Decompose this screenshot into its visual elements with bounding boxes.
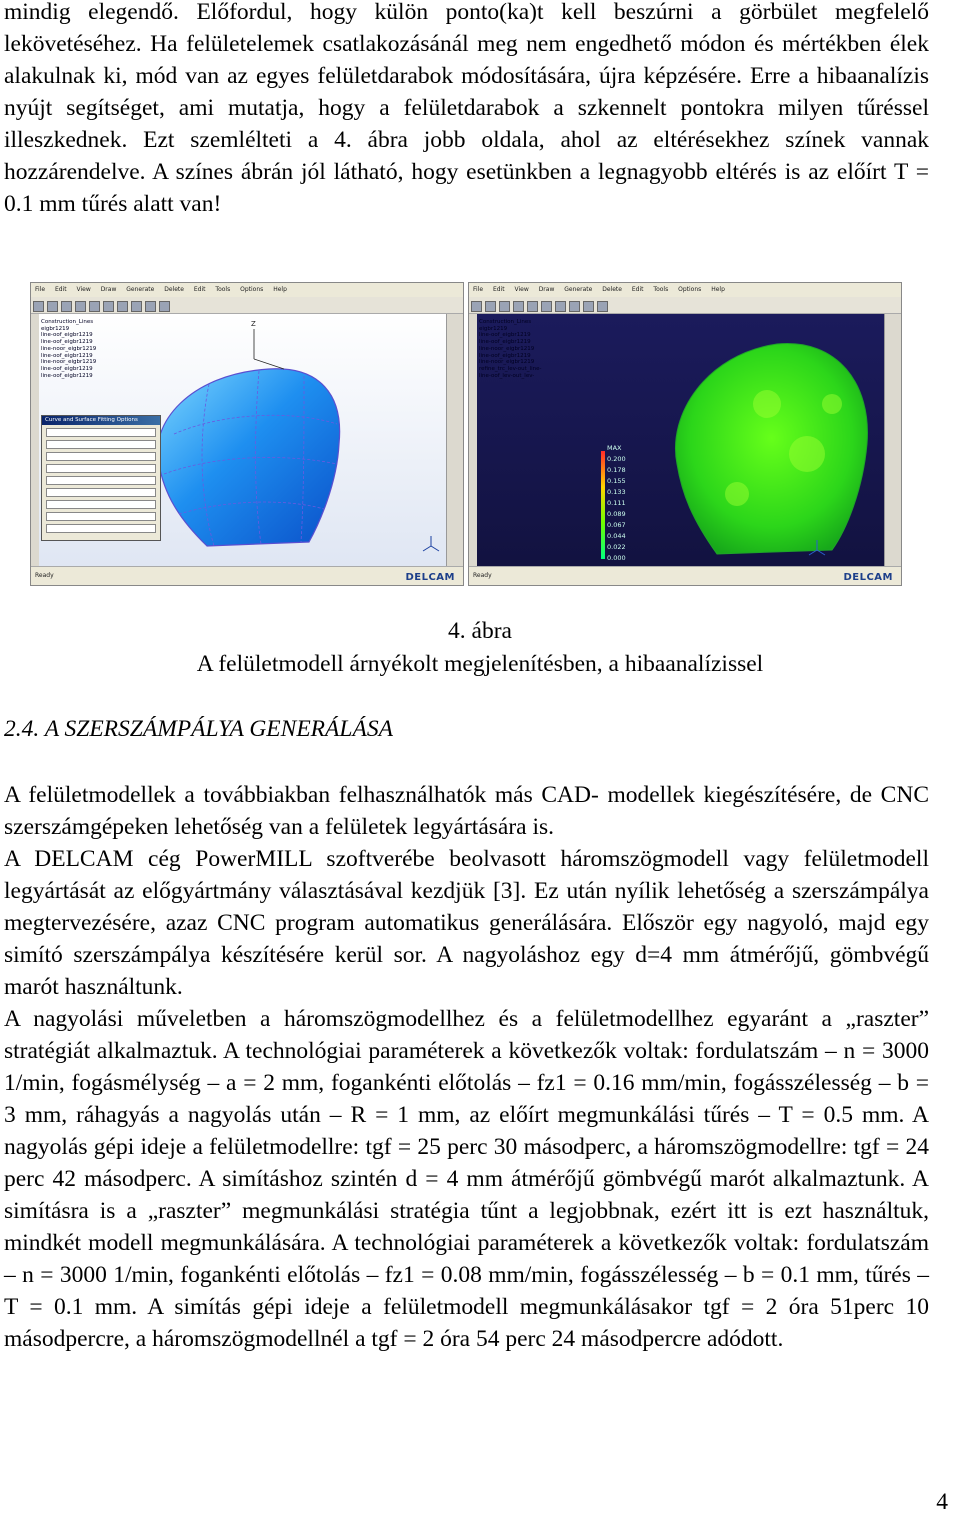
toolbar bbox=[31, 297, 463, 314]
menu-edit[interactable]: Edit bbox=[54, 286, 67, 293]
tree-item[interactable]: line-noor_eigbr1219 bbox=[41, 345, 97, 352]
section-heading: 2.4. A SZERSZÁMPÁLYA GENERÁLÁSA bbox=[4, 716, 393, 742]
left-screenshot bbox=[30, 282, 464, 586]
menu-options[interactable]: Options bbox=[240, 286, 264, 293]
tree-item[interactable]: line-oof_eigbr1219 bbox=[41, 332, 93, 339]
dialog-field[interactable] bbox=[46, 488, 156, 497]
undo-icon[interactable] bbox=[569, 301, 580, 312]
menu-draw[interactable]: Draw bbox=[538, 286, 555, 293]
print-icon[interactable] bbox=[75, 301, 86, 312]
tree-item[interactable]: line-oof_lev-out_lev- bbox=[479, 372, 535, 379]
undo-icon[interactable] bbox=[131, 301, 142, 312]
paste-icon[interactable] bbox=[555, 301, 566, 312]
copy-icon[interactable] bbox=[541, 301, 552, 312]
dialog-field[interactable] bbox=[46, 512, 156, 521]
tree-item[interactable]: line-oof_eigbr1219 bbox=[41, 352, 93, 359]
fitting-options-dialog bbox=[41, 415, 161, 541]
paste-icon[interactable] bbox=[117, 301, 128, 312]
menu-generate[interactable]: Generate bbox=[564, 286, 593, 293]
menu-edit[interactable]: Edit bbox=[492, 286, 505, 293]
tree-item[interactable]: line-oof_eigbr1219 bbox=[479, 332, 531, 339]
save-icon[interactable] bbox=[499, 301, 510, 312]
error-color-legend bbox=[607, 443, 627, 564]
status-text: Ready bbox=[35, 572, 54, 579]
legend-label: 0.155 bbox=[607, 477, 626, 485]
tree-item[interactable]: eigbr1219 bbox=[479, 325, 508, 332]
legend-color-bar bbox=[601, 451, 605, 559]
tree-item[interactable]: line-noor_eigbr1219 bbox=[41, 359, 97, 366]
legend-label: 0.133 bbox=[607, 488, 626, 496]
menu-edit2[interactable]: Edit bbox=[631, 286, 644, 293]
model-tree bbox=[479, 319, 583, 379]
dialog-field[interactable] bbox=[46, 428, 156, 437]
cut-icon[interactable] bbox=[527, 301, 538, 312]
menu-generate[interactable]: Generate bbox=[126, 286, 155, 293]
model-tree bbox=[41, 319, 145, 379]
status-bar bbox=[31, 566, 463, 585]
legend-label: 0.067 bbox=[607, 521, 626, 529]
paragraph: A DELCAM cég PowerMILL szoftverébe beolvasott háromszögmodell vagy felületmodell legyártását az előgyártmány választásával kezdjük [3]. Ez után nyílik lehetőség a szerszámpálya megtervezésére, azaz CNC program automatikus generálására. Először egy nagyoló, majd egy simító szerszámpálya készítésére kerül sor. A nagyoláshoz egy d=4 mm átmérőjű, gömbvégű marót használtunk. bbox=[4, 846, 929, 1000]
tree-item[interactable]: line-oof_eigbr1219 bbox=[41, 339, 93, 346]
legend-label: 0.089 bbox=[607, 510, 626, 518]
delcam-logo: DELCAM bbox=[843, 572, 893, 583]
legend-label: 0.200 bbox=[607, 455, 626, 463]
menu-tools[interactable]: Tools bbox=[653, 286, 669, 293]
dialog-title: Curve and Surface Fitting Options bbox=[42, 416, 160, 425]
right-tool-strip[interactable] bbox=[884, 314, 901, 567]
tree-item[interactable]: line-oof_eigbr1219 bbox=[41, 372, 93, 379]
right-screenshot bbox=[468, 282, 902, 586]
dialog-field[interactable] bbox=[46, 440, 156, 449]
svg-text:Z: Z bbox=[251, 320, 256, 328]
tree-item[interactable]: Construction_Lines bbox=[479, 319, 532, 325]
figure-4 bbox=[30, 282, 902, 586]
menu-help[interactable]: Help bbox=[273, 286, 287, 293]
legend-label: MAX bbox=[607, 444, 622, 452]
tree-item[interactable]: line-oof_eigbr1219 bbox=[479, 352, 531, 359]
rotate-icon[interactable] bbox=[159, 301, 170, 312]
menu-delete[interactable]: Delete bbox=[164, 286, 184, 293]
save-icon[interactable] bbox=[61, 301, 72, 312]
status-bar bbox=[469, 566, 901, 585]
menu-file[interactable]: File bbox=[35, 286, 46, 293]
cut-icon[interactable] bbox=[89, 301, 100, 312]
right-tool-strip[interactable] bbox=[446, 314, 463, 567]
new-icon[interactable] bbox=[33, 301, 44, 312]
tree-item[interactable]: line-noor_eigbr1219 bbox=[479, 345, 535, 352]
dialog-field[interactable] bbox=[46, 476, 156, 485]
delcam-logo: DELCAM bbox=[405, 572, 455, 583]
new-icon[interactable] bbox=[471, 301, 482, 312]
body-text bbox=[4, 779, 929, 1355]
zoom-icon[interactable] bbox=[583, 301, 594, 312]
menu-bar bbox=[469, 283, 901, 297]
intro-paragraph bbox=[4, 0, 929, 220]
intro-text: mindig elegendő. Előfordul, hogy külön ponto(ka)t kell beszúrni a görbület megfelelő lekövetéséhez. Ha felületelemek csatlakozásánál meg nem engedhető módon és mértékben élek alakulnak ki, mód van az egyes felületdarabok módosítására, újra képzésére. Erre a hibaanalízis nyújt segítséget, ami mutatja, hogy a felületdarabok a szkennelt pontokra milyen tűréssel illeszkednek. Ezt szemlélteti a 4. ábra jobb oldala, ahol az eltérésekhez színek vannak hozzárendelve. A színes ábrán jól látható, hogy esetünkben a legnagyobb eltérés is az előírt T = 0.1 mm tűrés alatt van! bbox=[4, 0, 929, 217]
menu-help[interactable]: Help bbox=[711, 286, 725, 293]
menu-view[interactable]: View bbox=[514, 286, 529, 293]
paragraph: A nagyolási műveletben a háromszögmodellhez és a felületmodellhez egyaránt a „raszter” stratégiát alkalmaztuk. A technológiai paraméterek a következők voltak: fordulatszám – n = 3000 1/min, fogásmélység – a = 2 mm, fogankénti előtolás – fz1 = 0.16 mm/min, fogásszélesség – b = 3 mm, ráhagyás a nagyolás után – R = 1 mm, az előírt megmunkálási tűrés – T = 0.5 mm. A nagyolás gépi ideje a felületmodellre: tgf = 25 perc 30 másodperc, a háromszögmodellre: tgf = 24 perc 42 másodperc. A simításhoz szintén d = 4 mm átmérőjű gömbvégű marót alkalmaztunk. A simításra is a „raszter” megmunkálási stratégia tűnt a legjobbnak, ezért itt is ezt használtuk, mindkét modell megmunkálására. A technológiai paraméterek a következők voltak: fordulatszám – n = 3000 1/min, fogankénti előtolás – fz1 = 0.08 mm/min, fogásszélesség – b = 0.1 mm, tűrés – T = 0.1 mm. A simítás gépi ideje a felületmodell megmunkálásakor tgf = 2 óra 51perc 10 másodpercre, a háromszögmodellnél a tgf = 2 óra 54 perc 24 másodpercre adódott. bbox=[4, 1006, 929, 1352]
zoom-icon[interactable] bbox=[145, 301, 156, 312]
copy-icon[interactable] bbox=[103, 301, 114, 312]
tree-item[interactable]: line-oof_eigbr1219 bbox=[41, 365, 93, 372]
print-icon[interactable] bbox=[513, 301, 524, 312]
dialog-field[interactable] bbox=[46, 464, 156, 473]
status-text: Ready bbox=[473, 572, 492, 579]
menu-edit2[interactable]: Edit bbox=[193, 286, 206, 293]
menu-options[interactable]: Options bbox=[678, 286, 702, 293]
page-number: 4 bbox=[936, 1489, 948, 1515]
open-icon[interactable] bbox=[47, 301, 58, 312]
dialog-field[interactable] bbox=[46, 524, 156, 533]
menu-draw[interactable]: Draw bbox=[100, 286, 117, 293]
figure-caption: A felületmodell árnyékolt megjelenítésben, a hibaanalízissel bbox=[196, 651, 764, 677]
open-icon[interactable] bbox=[485, 301, 496, 312]
tree-item[interactable]: eigbr1219 bbox=[41, 325, 70, 332]
menu-tools[interactable]: Tools bbox=[215, 286, 231, 293]
menu-view[interactable]: View bbox=[76, 286, 91, 293]
rotate-icon[interactable] bbox=[597, 301, 608, 312]
tree-item[interactable]: line-oof_eigbr1219 bbox=[479, 339, 531, 346]
tree-item[interactable]: Construction_Lines bbox=[41, 319, 94, 325]
legend-label: 0.022 bbox=[607, 543, 626, 551]
toolbar bbox=[469, 297, 901, 314]
legend-label: 0.044 bbox=[607, 532, 626, 540]
menu-bar bbox=[31, 283, 463, 297]
dialog-field[interactable] bbox=[46, 452, 156, 461]
dialog-field[interactable] bbox=[46, 500, 156, 509]
tree-item[interactable]: refine_trc_lev-out_line- bbox=[479, 365, 542, 372]
menu-delete[interactable]: Delete bbox=[602, 286, 622, 293]
tree-item[interactable]: line-noor_eigbr1219 bbox=[479, 359, 535, 366]
paragraph: A felületmodellek a továbbiakban felhasználhatók más CAD- modellek kiegészítésére, de CNC szerszámgépeken lehetőség van a felületek legyártására is. bbox=[4, 782, 929, 840]
legend-label: 0.111 bbox=[607, 499, 626, 507]
figure-number: 4. ábra bbox=[448, 618, 512, 644]
legend-label: 0.000 bbox=[607, 554, 626, 562]
legend-label: 0.178 bbox=[607, 466, 626, 474]
menu-file[interactable]: File bbox=[473, 286, 484, 293]
